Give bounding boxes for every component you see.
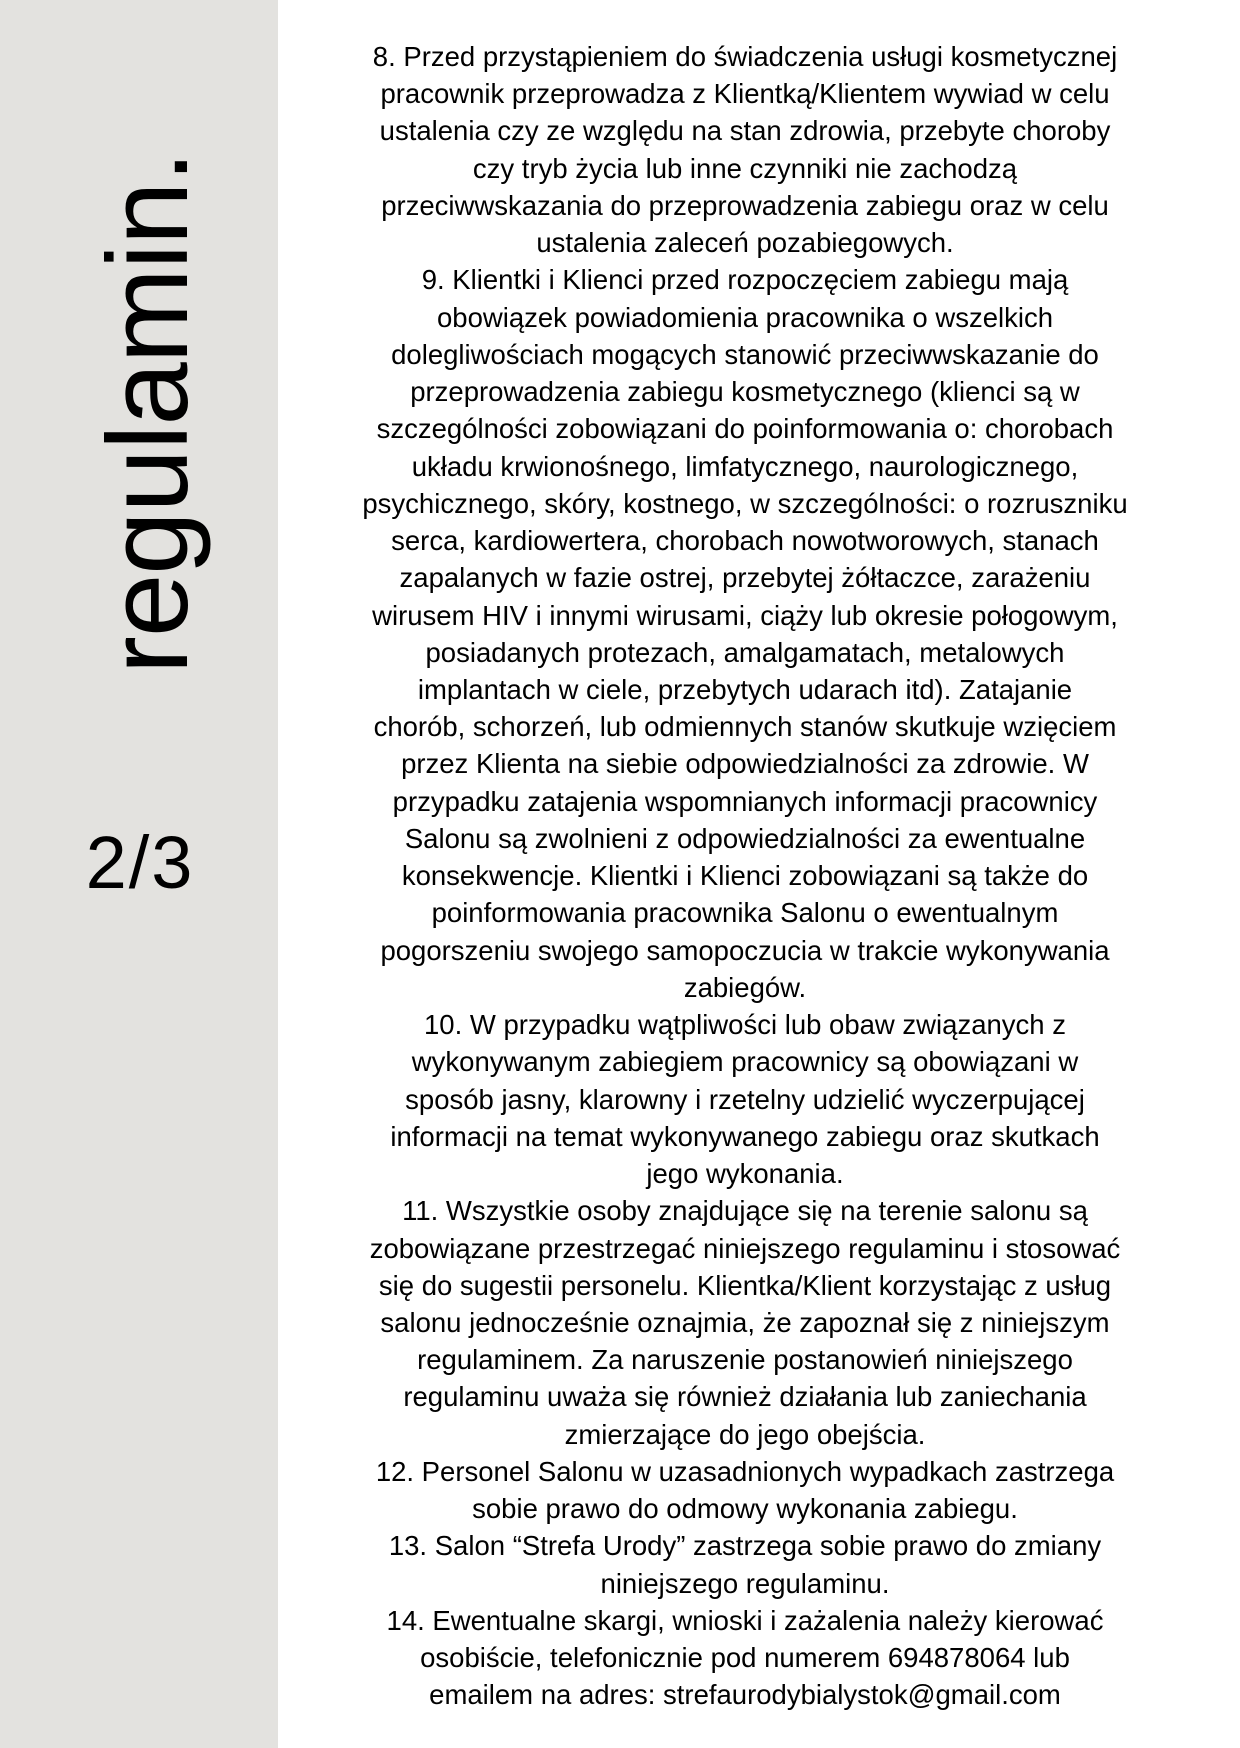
text-line: ustalenia zaleceń pozabiegowych. xyxy=(536,227,954,259)
text-line: przeciwwskazania do przeprowadzenia zabiegu oraz w celu xyxy=(381,189,1109,221)
text-line: poinformowania pracownika Salonu o ewentualnym xyxy=(431,897,1059,929)
text-line: psychicznego, skóry, kostnego, w szczególności: o rozruszniku xyxy=(362,487,1128,519)
text-line: serca, kardiowertera, chorobach nowotworowych, stanach xyxy=(391,525,1099,557)
text-line: salonu jednocześnie oznajmia, że zapoznał się z niniejszym xyxy=(380,1306,1110,1338)
text-line: przeprowadzenia zabiegu kosmetycznego (klienci są w xyxy=(410,376,1080,408)
text-line: jego wykonania. xyxy=(646,1158,844,1190)
text-line: chorób, schorzeń, lub odmiennych stanów skutkuje wzięciem xyxy=(373,711,1117,743)
text-line: informacji na temat wykonywanego zabiegu oraz skutkach xyxy=(390,1120,1100,1152)
text-line: wykonywanym zabiegiem pracownicy są obowiązani w xyxy=(411,1046,1079,1078)
text-line: pogorszeniu swojego samopoczucia w trakcie wykonywania xyxy=(380,934,1110,966)
text-line: szczególności zobowiązani do poinformowania o: chorobach xyxy=(376,413,1114,445)
text-line: 13. Salon “Strefa Urody” zastrzega sobie prawo do zmiany xyxy=(388,1530,1102,1562)
text-line: czy tryb życia lub inne czynniki nie zachodzą xyxy=(472,152,1018,184)
text-line: regulaminu uważa się również działania lub zaniechania xyxy=(403,1381,1087,1413)
text-line: 14. Ewentualne skargi, wnioski i zażalenia należy kierować xyxy=(386,1604,1104,1636)
text-line: konsekwencje. Klientki i Klienci zobowiązani są także do xyxy=(401,860,1089,892)
text-line: ustalenia czy ze względu na stan zdrowia, przebyte choroby xyxy=(379,115,1111,147)
text-line: wirusem HIV i innymi wirusami, ciąży lub okresie połogowym, xyxy=(372,599,1118,631)
text-line: obowiązek powiadomienia pracownika o wszelkich xyxy=(436,301,1053,333)
text-line: dolegliwościach mogących stanowić przeciwwskazanie do xyxy=(391,338,1099,370)
text-line: układu krwionośnego, limfatycznego, naurologicznego, xyxy=(411,450,1079,482)
text-line: 9. Klientki i Klienci przed rozpoczęciem zabiegu mają xyxy=(421,264,1069,296)
sidebar xyxy=(0,0,278,1748)
text-line: przez Klienta na siebie odpowiedzialności za zdrowie. W xyxy=(401,748,1089,780)
text-line: 12. Personel Salonu w uzasadnionych wypadkach zastrzega xyxy=(375,1455,1115,1487)
text-line: posiadanych protezach, amalgamatach, metalowych xyxy=(425,636,1065,668)
document-title: regulamin. xyxy=(85,151,212,675)
text-line: implantach w ciele, przebytych udarach itd). Zatajanie xyxy=(417,673,1073,705)
text-line: 8. Przed przystąpieniem do świadczenia usługi kosmetycznej xyxy=(372,41,1118,72)
text-line: sposób jasny, klarowny i rzetelny udzielić wyczerpującej xyxy=(405,1083,1085,1115)
text-line: przypadku zatajenia wspomnianych informacji pracownicy xyxy=(392,785,1098,817)
text-line: niniejszego regulaminu. xyxy=(600,1567,890,1599)
page-number: 2/3 xyxy=(85,821,195,904)
text-line: zabiegów. xyxy=(683,971,807,1003)
text-line: sobie prawo do odmowy wykonania zabiegu. xyxy=(472,1493,1018,1525)
text-line: regulaminem. Za naruszenie postanowień niniejszego xyxy=(417,1344,1073,1376)
text-line: się do sugestii personelu. Klientka/Klient korzystając z usług xyxy=(378,1269,1112,1301)
text-line: pracownik przeprowadza z Klientką/Klientem wywiad w celu xyxy=(380,78,1110,110)
text-line: emailem na adres: strefaurodybialystok@gmail.com xyxy=(429,1679,1061,1711)
regulations-body xyxy=(290,38,1200,1714)
text-line: Salonu są zwolnieni z odpowiedzialności za ewentualne xyxy=(404,822,1086,854)
text-line: zobowiązane przestrzegać niniejszego regulaminu i stosować xyxy=(369,1232,1121,1264)
text-line: 10. W przypadku wątpliwości lub obaw związanych z xyxy=(424,1009,1066,1041)
text-line: zmierzające do jego obejścia. xyxy=(564,1418,926,1450)
text-line: zapalanych w fazie ostrej, przebytej żółtaczce, zarażeniu xyxy=(399,562,1091,594)
text-line: 11. Wszystkie osoby znajdujące się na terenie salonu są xyxy=(402,1195,1088,1227)
text-line: osobiście, telefonicznie pod numerem 694878064 lub xyxy=(420,1642,1070,1674)
